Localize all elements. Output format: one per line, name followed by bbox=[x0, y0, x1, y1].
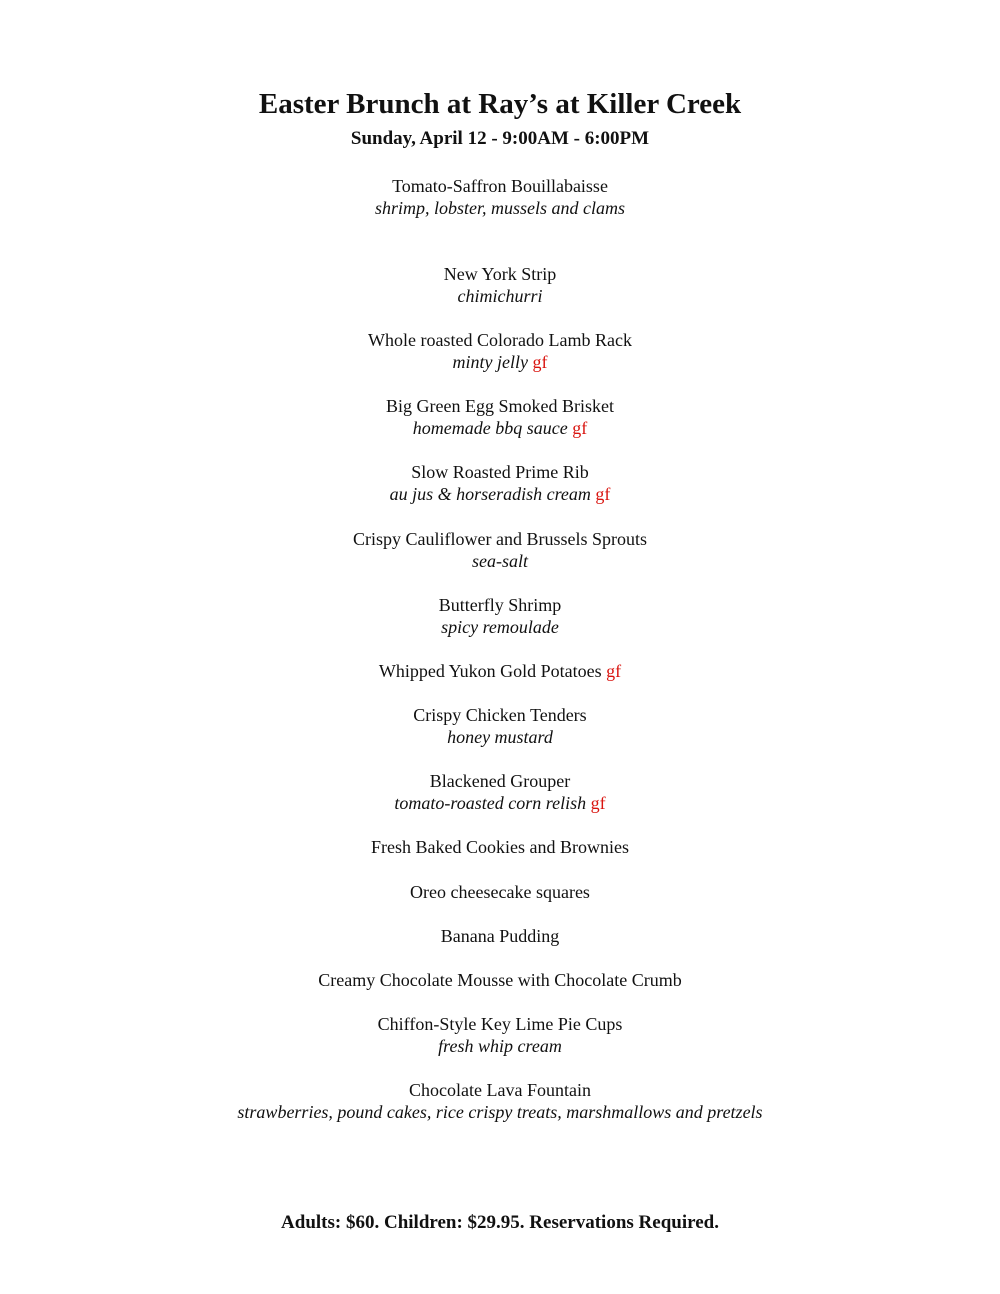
gluten-free-marker: gf bbox=[590, 793, 606, 813]
menu-item-name: Crispy Cauliflower and Brussels Sprouts bbox=[353, 529, 647, 549]
menu-item-description: au jus & horseradish cream bbox=[389, 484, 591, 504]
menu-item-name: Chiffon-Style Key Lime Pie Cups bbox=[377, 1014, 623, 1034]
menu-item-description: spicy remoulade bbox=[441, 617, 559, 637]
menu-item-description: shrimp, lobster, mussels and clams bbox=[374, 198, 625, 218]
menu-item-description: minty jelly bbox=[452, 352, 528, 372]
menu-item-name: Slow Roasted Prime Rib bbox=[411, 462, 589, 482]
menu-item-name-row bbox=[0, 660, 1000, 682]
menu-item-description-row bbox=[0, 351, 1000, 373]
menu-item-name: Creamy Chocolate Mousse with Chocolate Crumb bbox=[318, 970, 682, 990]
menu-item-name: Big Green Egg Smoked Brisket bbox=[386, 396, 614, 416]
menu-item-description: fresh whip cream bbox=[438, 1036, 562, 1056]
menu-item-description-row bbox=[0, 792, 1000, 814]
menu-item-description: tomato-roasted corn relish bbox=[394, 793, 587, 813]
gluten-free-marker: gf bbox=[572, 418, 588, 438]
menu-item-description: chimichurri bbox=[457, 286, 543, 306]
menu-item-name: Whipped Yukon Gold Potatoes bbox=[378, 661, 602, 681]
menu-item-name: Fresh Baked Cookies and Brownies bbox=[371, 837, 629, 857]
menu-item-name: Whole roasted Colorado Lamb Rack bbox=[368, 330, 632, 350]
menu-item-name: Butterfly Shrimp bbox=[438, 595, 562, 615]
menu-item-description: homemade bbq sauce bbox=[412, 418, 568, 438]
menu-item-name: Oreo cheesecake squares bbox=[410, 882, 590, 902]
menu-item-description: honey mustard bbox=[447, 727, 553, 747]
menu-item-name: Tomato-Saffron Bouillabaisse bbox=[392, 176, 608, 196]
menu-item-description-row bbox=[0, 417, 1000, 439]
pricing-footer: Adults: $60. Children: $29.95. Reservations Required. bbox=[281, 1212, 719, 1233]
menu-item-name: Chocolate Lava Fountain bbox=[409, 1080, 591, 1100]
menu-item-description: sea-salt bbox=[472, 551, 528, 571]
menu-item-name: New York Strip bbox=[443, 264, 557, 284]
gluten-free-marker: gf bbox=[532, 352, 548, 372]
menu-item-description: strawberries, pound cakes, rice crispy treats, marshmallows and pretzels bbox=[237, 1102, 763, 1122]
gluten-free-marker: gf bbox=[595, 484, 611, 504]
page-title: Easter Brunch at Ray’s at Killer Creek bbox=[258, 88, 742, 120]
event-date-time: Sunday, April 12 - 9:00AM - 6:00PM bbox=[350, 128, 650, 149]
menu-item-name: Blackened Grouper bbox=[429, 771, 571, 791]
gluten-free-marker: gf bbox=[606, 661, 622, 681]
menu-item-name: Banana Pudding bbox=[440, 926, 560, 946]
menu-item-description-row bbox=[0, 483, 1000, 505]
menu-item-name: Crispy Chicken Tenders bbox=[413, 705, 587, 725]
